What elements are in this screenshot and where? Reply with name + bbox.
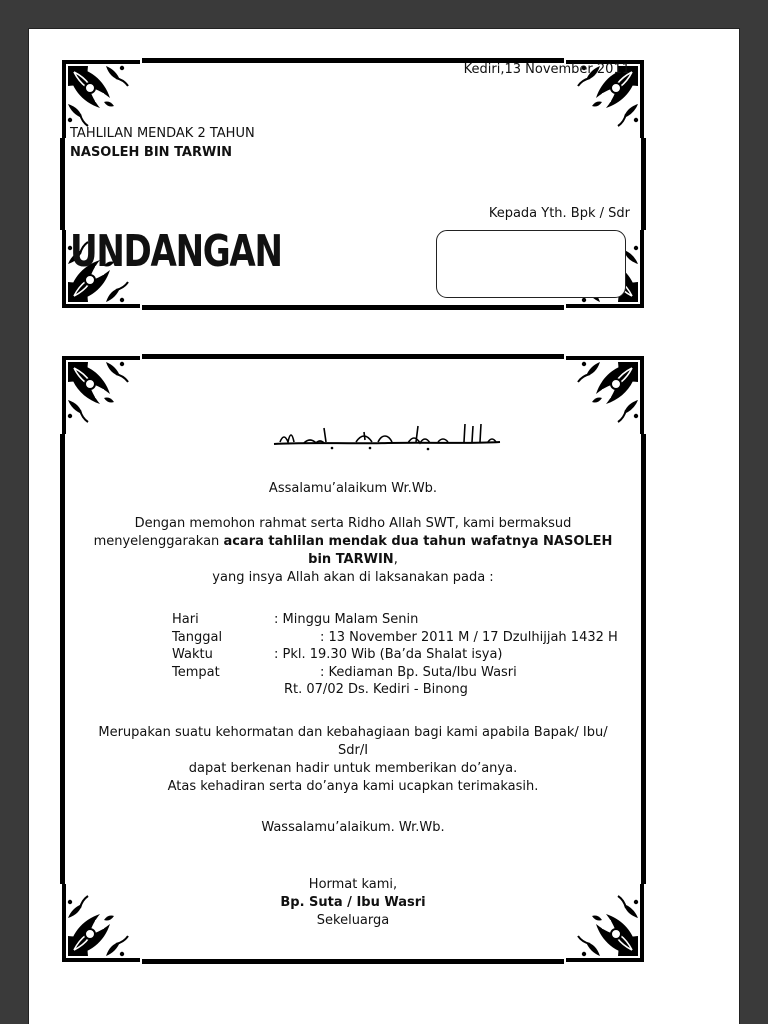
deceased-name: NASOLEH BIN TARWIN (70, 145, 233, 160)
ornament-corner-icon (60, 354, 142, 436)
signature-block (66, 876, 640, 930)
frame-border-top (142, 354, 564, 359)
intro-emphasis: acara tahlilan mendak dua tahun wafatnya NASOLEH (223, 534, 613, 549)
detail-value: : 13 November 2011 M / 17 Dzulhijjah 1432 H (320, 629, 618, 645)
frame-border-left (60, 138, 65, 230)
detail-value: : Minggu Malam Senin (274, 612, 419, 627)
intro-line (66, 551, 640, 569)
detail-value: : Kediaman Bp. Suta/Ibu Wasri (320, 664, 517, 680)
recipient-address-box (436, 230, 626, 298)
closing-paragraph (66, 724, 640, 796)
invitation-intro (66, 515, 640, 587)
closing-line: dapat berkenan hadir untuk memberikan do’anya. (188, 761, 518, 776)
frame-border-bottom (142, 959, 564, 964)
frame-border-right (641, 434, 646, 884)
detail-label: Hari (172, 612, 199, 627)
detail-value: : Pkl. 19.30 Wib (Ba’da Shalat isya) (274, 647, 503, 662)
family-text: Sekeluarga (316, 913, 390, 928)
intro-text: menyelenggarakan (93, 534, 224, 549)
intro-text: , (393, 552, 398, 567)
basmala-calligraphy-icon (268, 418, 508, 452)
intro-line: yang insya Allah akan di laksanakan pada : (212, 570, 494, 585)
detail-label: Tempat (172, 664, 220, 680)
intro-emphasis: bin TARWIN (308, 552, 394, 567)
closing-line: Sdr/I (337, 743, 369, 758)
detail-value: Rt. 07/02 Ds. Kediri - Binong (284, 682, 468, 697)
page-title: UNDANGAN (70, 226, 282, 277)
frame-border-left (60, 434, 65, 884)
letter-date: Kediri,13 November 2011 (463, 62, 630, 77)
closing-line: Merupakan suatu kehormatan dan kebahagiaan bagi kami apabila Bapak/ Ibu/ (98, 725, 608, 740)
regards-text: Hormat kami, (308, 877, 398, 892)
intro-line (66, 533, 640, 551)
event-subtitle: TAHLILAN MENDAK 2 TAHUN (70, 126, 255, 141)
invitation-card (60, 354, 646, 964)
opening-greeting: Assalamu’alaikum Wr.Wb. (268, 481, 438, 496)
detail-label: Tanggal (172, 629, 223, 645)
frame-border-bottom (142, 305, 564, 310)
intro-line: Dengan memohon rahmat serta Ridho Allah SWT, kami bermaksud (134, 516, 572, 531)
closing-line: Atas kehadiran serta do’anya kami ucapkan terimakasih. (167, 779, 539, 794)
ornament-corner-icon (564, 354, 646, 436)
frame-border-right (641, 138, 646, 230)
envelope-card (60, 58, 646, 310)
recipient-label: Kepada Yth. Bpk / Sdr (488, 206, 630, 221)
signatory-name: Bp. Suta / Ibu Wasri (280, 895, 426, 910)
detail-label: Waktu (172, 647, 213, 662)
closing-greeting: Wassalamu’alaikum. Wr.Wb. (261, 820, 445, 835)
